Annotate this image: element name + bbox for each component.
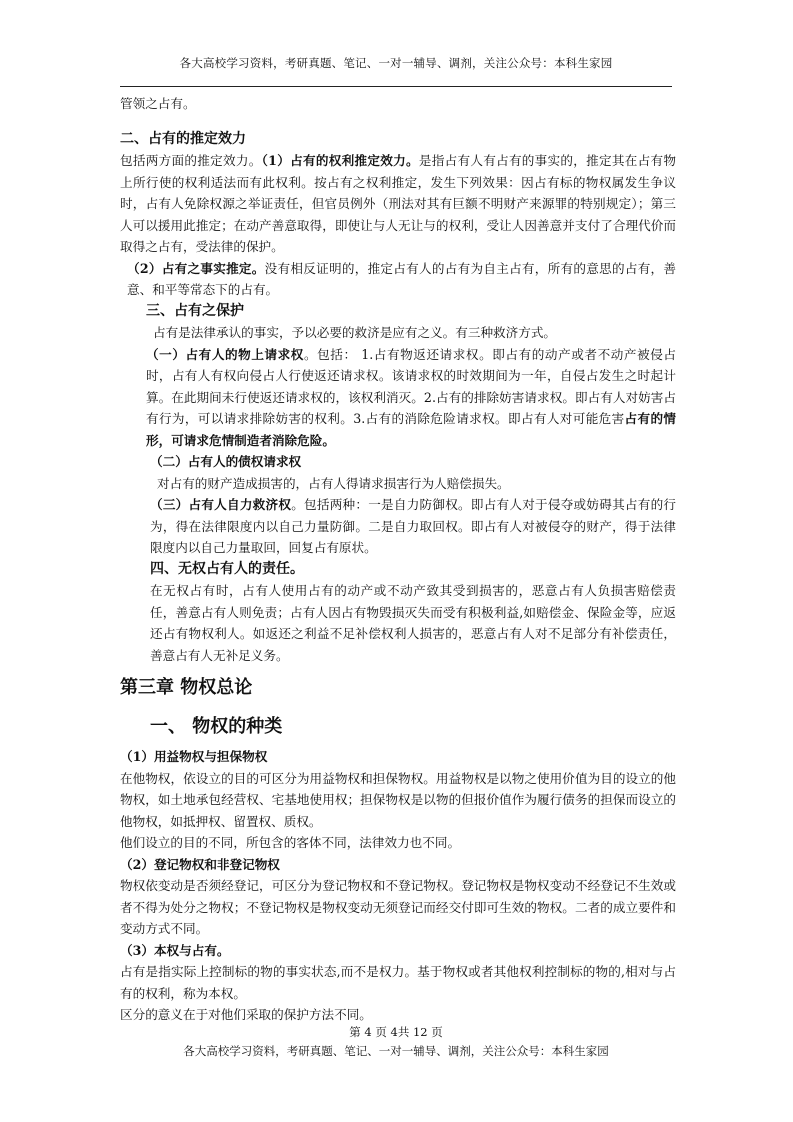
heading-liability: 四、无权占有人的责任。 — [150, 560, 304, 577]
page-footer: 各大高校学习资料，考研真题、笔记、一对一辅导、调剂，关注公众号：本科生家园 — [183, 1044, 609, 1058]
paragraph — [120, 344, 676, 452]
subheading: （2）登记物权和非登记物权 — [120, 856, 280, 872]
bold-run: 占有的情形，可请求危情制造者消除危险。 — [146, 411, 676, 448]
paragraph — [120, 494, 676, 559]
subheading: （3）本权与占有。 — [120, 942, 230, 958]
heading-presumption: 二、占有的推定效力 — [120, 130, 246, 147]
subheading: （二）占有人的债权请求权 — [150, 454, 302, 469]
bold-run: （三）占有人自力救济权 — [150, 497, 292, 512]
paragraph: 对占有的财产造成损害的，占有人得请求损害行为人赔偿损失。 — [157, 475, 510, 491]
text-run: 。包括： 1.占有物返还请求权。即占有的动产或者不动产被侵占时，占有人有权向侵占人行使返还请求权。该请求权的时效期间为一年，自侵占发生之时起计算。在此期间未行使返还请求权的，该权利消灭。2.占有的排除妨害请求权。即占有人对妨害占有行为，可以请求排除妨害的权利。3.占有的消除危险请求权。即占有人对可能危害 — [146, 346, 676, 426]
subheading: （1）用益物权与担保物权 — [120, 749, 268, 764]
text-run: 包括两方面的推定效力。 — [120, 153, 262, 168]
paragraph: 在他物权，依设立的目的可区分为用益物权和担保物权。用益物权是以物之使用价值为目的设立的他物权，如土地承包经营权、宅基地使用权；担保物权是以物的但报价值作为履行债务的担保而设立的他物权，如抵押权、留置权、质权。 — [120, 770, 676, 829]
heading-protection: 三、占有之保护 — [146, 302, 244, 319]
chapter-title: 第三章 物权总论 — [120, 677, 253, 698]
text-run: 是指占有人有占有的事实的，推定其在占有物上所行使的权利适法而有此权利。按占有之权利推定，发生下列效果：因占有标的物权属发生争议时，占有人免除权源之举证责任，但官员例外（刑法对其有巨额不明财产来源罪的特别规定）；第三人可以援用此推定；在动产善意取得，即使让与人无让与的权利，受让人因善意并支付了合理代价而取得之占有，受法律的保护。 — [120, 153, 677, 254]
text-run: 没有相反证明的，推定占有人的占有为自主占有，所有的意思的占有，善意、和平等常态下的占有。 — [127, 260, 677, 297]
text-run: 。包括两种：一是自力防御权。即占有人对于侵夺或妨碍其占有的行为，得在法律限度内以自己力量防御。二是自力取回权。即占有人对被侵夺的财产，得于法律限度内以自己力量取回，回复占有原状。 — [150, 497, 677, 555]
paragraph: 在无权占有时，占有人使用占有的动产或不动产致其受到损害的，恶意占有人负损害赔偿责任，善意占有人则免责；占有人因占有物毁损灭失而受有积极利益,如赔偿金、保险金等，应返还占有物权利人。如返还之利益不足补偿权利人损害的，恶意占有人对不足部分有补偿责任，善意占有人无补足义务。 — [150, 583, 676, 663]
paragraph: 占有是法律承认的事实，予以必要的救济是应有之义。有三种救济方式。 — [153, 325, 556, 340]
header-rule — [120, 86, 672, 87]
bold-run: （1）占有的权利推定效力。 — [261, 153, 419, 168]
paragraph: 管领之占有。 — [120, 96, 196, 111]
page-header: 各大高校学习资料，考研真题、笔记、一对一辅导、调剂，关注公众号：本科生家园 — [179, 56, 613, 70]
section-title: 一、 物权的种类 — [150, 716, 283, 737]
bold-run: （一）占有人的物上请求权 — [146, 346, 304, 362]
paragraph — [120, 258, 676, 301]
bold-run: （2）占有之事实推定。 — [127, 260, 265, 276]
paragraph — [120, 150, 676, 258]
paragraph: 占有是指实际上控制标的物的事实状态,而不是权力。基于物权或者其他权利控制标的物的,相对与占有的权利，称为本权。 — [120, 964, 676, 1001]
paragraph: 物权依变动是否须经登记，可区分为登记物权和不登记物权。登记物权是物权变动不经登记不生效或者不得为处分之物权；不登记物权是物权变动无须登记而经交付即可生效的物权。二者的成立要件和变动方式不同。 — [120, 878, 676, 936]
document-body — [120, 93, 676, 1026]
paragraph: 他们设立的目的不同，所包含的客体不同，法律效力也不同。 — [120, 835, 461, 850]
paragraph: 区分的意义在于对他们采取的保护方法不同。 — [120, 1007, 372, 1022]
page-number: 第 4 页 4共 12 页 — [349, 1025, 443, 1039]
